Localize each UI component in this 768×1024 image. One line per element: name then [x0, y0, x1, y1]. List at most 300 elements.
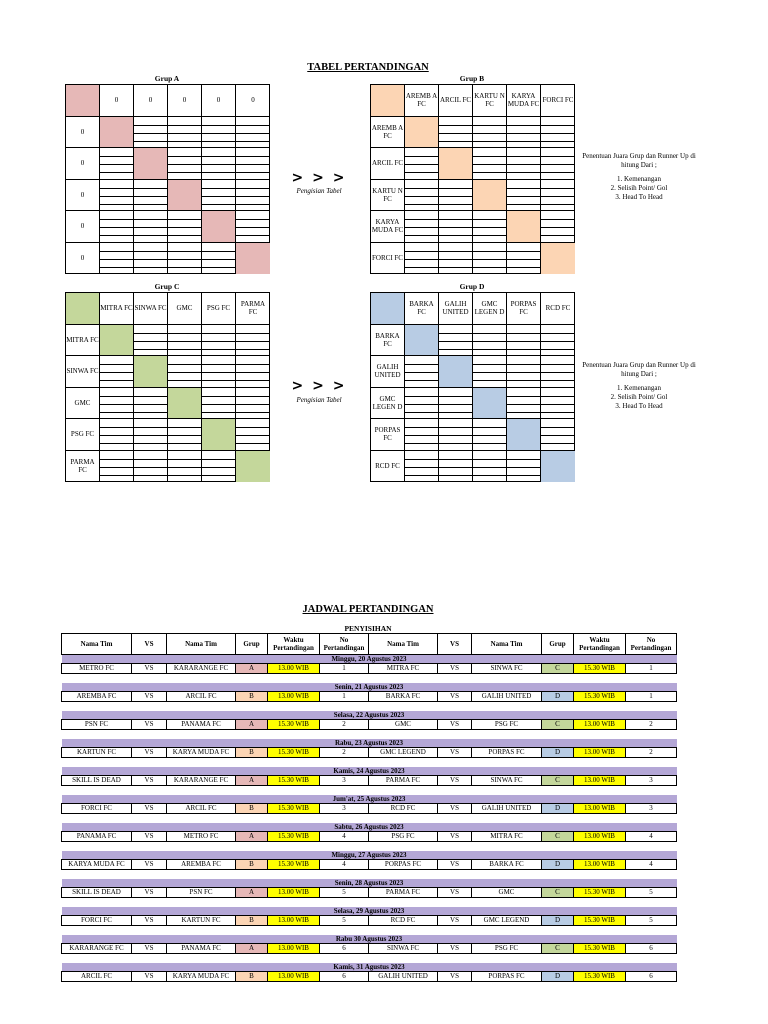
score-line: [541, 364, 575, 365]
match-row: [62, 664, 677, 674]
grid-cell: [236, 117, 270, 149]
team-row-label: BARKA FC: [371, 325, 405, 357]
score-line: [236, 125, 270, 126]
team-name: KARYA MUDA FC: [167, 972, 236, 982]
grid-cell: [439, 243, 473, 275]
score-line: [405, 467, 438, 468]
team-header: PSG FC: [202, 293, 236, 325]
grid-cell: [507, 117, 541, 149]
team-name: SKILL IS DEAD: [62, 888, 132, 898]
score-line: [473, 349, 506, 350]
score-line: [134, 188, 167, 189]
team-name: AREMBA FC: [62, 692, 132, 702]
match-cell: VS: [438, 860, 472, 870]
time-cell: 13.00 WIB: [268, 972, 320, 982]
score-line: [507, 349, 540, 350]
score-line: [405, 204, 438, 205]
team-name: KARTUN FC: [167, 916, 236, 926]
score-line: [473, 427, 506, 428]
score-line: [507, 380, 540, 381]
score-line: [473, 380, 506, 381]
match-cell: 4: [626, 832, 677, 842]
team-name: PSN FC: [167, 888, 236, 898]
grid-cell: [473, 325, 507, 357]
grid-cell: [66, 293, 100, 325]
grid-cell: [236, 451, 270, 483]
date-band: [62, 739, 677, 748]
team-name: KARYA MUDA FC: [62, 860, 132, 870]
grid-cell: [236, 419, 270, 451]
match-cell: VS: [438, 888, 472, 898]
score-line: [236, 196, 270, 197]
score-line: [236, 372, 270, 373]
team-name: BARKA FC: [472, 860, 542, 870]
grid-cell: [236, 356, 270, 388]
arrow-symbol: > > >: [291, 378, 347, 394]
grid-cell: [236, 388, 270, 420]
score-line: [405, 427, 438, 428]
row-gap: [62, 758, 677, 768]
grid-cell: [405, 325, 439, 357]
score-line: [236, 435, 270, 436]
grid-cell: [100, 356, 134, 388]
match-cell: VS: [438, 804, 472, 814]
score-line: [507, 172, 540, 173]
score-line: [507, 372, 540, 373]
grid-cell: [405, 243, 439, 275]
match-date: Rabu, 23 Agustus 2023: [62, 739, 677, 748]
schedule-header-row: [62, 634, 677, 655]
grid-cell: [168, 180, 202, 212]
score-line: [168, 235, 201, 236]
group-cell: D: [542, 860, 574, 870]
match-cell: 3: [626, 776, 677, 786]
group-label: Grup B: [459, 74, 485, 83]
team-name: KARARANGE FC: [167, 664, 236, 674]
date-band: [62, 683, 677, 692]
score-line: [541, 235, 575, 236]
score-line: [405, 396, 438, 397]
score-line: [100, 204, 133, 205]
score-line: [100, 396, 133, 397]
score-line: [473, 219, 506, 220]
score-line: [507, 141, 540, 142]
score-line: [236, 427, 270, 428]
date-band: [62, 935, 677, 944]
time-cell: 13.00 WIB: [574, 776, 626, 786]
score-line: [134, 396, 167, 397]
match-cell: 4: [320, 860, 369, 870]
grid-cell: [202, 211, 236, 243]
score-line: [405, 372, 438, 373]
team-header: SINWA FC: [134, 293, 168, 325]
score-line: [405, 475, 438, 476]
score-line: [236, 349, 270, 350]
match-cell: 1: [320, 664, 369, 674]
score-line: [202, 349, 235, 350]
grid-cell: [541, 419, 575, 451]
team-name: KARARANGE FC: [62, 944, 132, 954]
score-line: [541, 404, 575, 405]
score-line: [473, 341, 506, 342]
team-name: PORPAS FC: [472, 972, 542, 982]
score-line: [439, 219, 472, 220]
grid-cell: [541, 180, 575, 212]
match-date: Kamis, 24 Agustus 2023: [62, 767, 677, 776]
score-line: [439, 404, 472, 405]
team-name: GMC LEGEND: [472, 916, 542, 926]
team-header: KARTU N FC: [473, 85, 507, 117]
arrow-symbol: > > >: [291, 170, 347, 186]
score-line: [473, 133, 506, 134]
score-line: [202, 333, 235, 334]
stage-label: PENYISIHAN: [344, 624, 392, 633]
note-criterion: 2. Selisih Point/ Gol: [610, 184, 668, 192]
score-line: [236, 227, 270, 228]
score-line: [236, 333, 270, 334]
score-line: [439, 435, 472, 436]
score-line: [168, 475, 201, 476]
score-line: [168, 164, 201, 165]
team-row-label: KARYA MUDA FC: [371, 211, 405, 243]
score-line: [168, 141, 201, 142]
grid-cell: [507, 148, 541, 180]
time-cell: 13.00 WIB: [574, 748, 626, 758]
group-cell: B: [236, 692, 268, 702]
grid-cell: [405, 388, 439, 420]
row-gap: [62, 842, 677, 852]
team-name: ARCIL FC: [62, 972, 132, 982]
time-cell: 15.30 WIB: [268, 720, 320, 730]
match-cell: VS: [438, 944, 472, 954]
score-line: [473, 372, 506, 373]
arrow-label: Pengisian Tabel: [296, 187, 342, 195]
score-line: [168, 172, 201, 173]
score-line: [100, 404, 133, 405]
date-band: [62, 711, 677, 720]
score-line: [405, 227, 438, 228]
row-gap: [62, 926, 677, 936]
time-cell: 13.00 WIB: [574, 832, 626, 842]
grid-cell: [439, 419, 473, 451]
date-band: [62, 795, 677, 804]
score-line: [507, 404, 540, 405]
team-row-label: 0: [66, 211, 100, 243]
grid-cell: [202, 419, 236, 451]
team-name: PARMA FC: [369, 776, 438, 786]
group-cell: A: [236, 832, 268, 842]
team-row-label: SINWA FC: [66, 356, 100, 388]
score-line: [134, 459, 167, 460]
score-line: [236, 341, 270, 342]
match-row: [62, 860, 677, 870]
grid-cell: [202, 180, 236, 212]
team-name: PANAMA FC: [167, 720, 236, 730]
column-header: Nama Tim: [369, 634, 438, 655]
time-cell: 13.00 WIB: [268, 692, 320, 702]
grid-cell: [202, 451, 236, 483]
team-header: GALIH UNITED: [439, 293, 473, 325]
score-line: [168, 133, 201, 134]
grid-cell: [168, 419, 202, 451]
group-cell: A: [236, 888, 268, 898]
time-cell: 15.30 WIB: [574, 888, 626, 898]
score-line: [439, 443, 472, 444]
score-line: [100, 459, 133, 460]
score-line: [507, 204, 540, 205]
score-line: [405, 404, 438, 405]
score-line: [473, 459, 506, 460]
grid-cell: [202, 388, 236, 420]
team-name: METRO FC: [62, 664, 132, 674]
match-cell: 1: [626, 664, 677, 674]
score-line: [236, 204, 270, 205]
grid-cell: [405, 180, 439, 212]
score-line: [134, 404, 167, 405]
note-criterion: 2. Selisih Point/ Gol: [610, 393, 668, 401]
score-line: [541, 372, 575, 373]
score-line: [202, 267, 235, 268]
score-line: [100, 164, 133, 165]
score-line: [439, 427, 472, 428]
grid-cell: [473, 388, 507, 420]
team-name: ARCIL FC: [167, 692, 236, 702]
grid-cell: [134, 388, 168, 420]
team-name: AREMBA FC: [167, 860, 236, 870]
score-line: [202, 404, 235, 405]
row-gap: [62, 954, 677, 964]
score-line: [541, 133, 575, 134]
date-band: [62, 879, 677, 888]
group-cell: C: [542, 720, 574, 730]
team-row-label: 0: [66, 180, 100, 212]
match-cell: VS: [438, 972, 472, 982]
grid-cell: [507, 211, 541, 243]
column-header: Waktu Pertandingan: [574, 634, 626, 655]
score-line: [100, 435, 133, 436]
team-name: PORPAS FC: [369, 860, 438, 870]
score-line: [202, 364, 235, 365]
score-line: [541, 333, 575, 334]
score-line: [541, 188, 575, 189]
score-line: [507, 156, 540, 157]
team-row-label: GMC: [66, 388, 100, 420]
grid-cell: [168, 451, 202, 483]
note-intro: Penentuan Juara Grup dan Runner Up di hitung Dari ;: [582, 152, 696, 169]
score-line: [202, 164, 235, 165]
score-line: [236, 380, 270, 381]
score-line: [168, 259, 201, 260]
score-line: [236, 141, 270, 142]
score-line: [439, 412, 472, 413]
team-name: GMC: [369, 720, 438, 730]
match-cell: VS: [438, 720, 472, 730]
score-line: [439, 259, 472, 260]
score-line: [541, 435, 575, 436]
group-cell: D: [542, 916, 574, 926]
score-line: [202, 204, 235, 205]
score-line: [473, 227, 506, 228]
score-line: [236, 364, 270, 365]
grid-cell: [371, 85, 405, 117]
score-line: [100, 267, 133, 268]
match-cell: VS: [132, 972, 167, 982]
match-cell: VS: [132, 776, 167, 786]
grid-cell: [168, 356, 202, 388]
time-cell: 13.00 WIB: [574, 804, 626, 814]
grid-cell: [202, 148, 236, 180]
score-line: [168, 349, 201, 350]
score-line: [100, 372, 133, 373]
score-line: [439, 396, 472, 397]
score-line: [541, 380, 575, 381]
score-line: [405, 443, 438, 444]
match-cell: 3: [320, 776, 369, 786]
time-cell: 15.30 WIB: [574, 944, 626, 954]
score-line: [405, 412, 438, 413]
score-line: [439, 227, 472, 228]
score-line: [236, 188, 270, 189]
grid-cell: [405, 356, 439, 388]
grid-cell: [473, 451, 507, 483]
score-line: [236, 412, 270, 413]
score-line: [100, 259, 133, 260]
score-line: [541, 396, 575, 397]
match-row: [62, 944, 677, 954]
group-cell: D: [542, 692, 574, 702]
score-line: [100, 475, 133, 476]
time-cell: 13.00 WIB: [574, 720, 626, 730]
team-name: KARTUN FC: [62, 748, 132, 758]
match-row: [62, 916, 677, 926]
score-line: [202, 372, 235, 373]
match-date: Senin, 21 Agustus 2023: [62, 683, 677, 692]
score-line: [541, 156, 575, 157]
group-grid: [370, 292, 575, 482]
match-cell: 3: [626, 804, 677, 814]
score-line: [236, 396, 270, 397]
score-line: [405, 251, 438, 252]
score-line: [541, 341, 575, 342]
grid-cell: [100, 451, 134, 483]
match-date: Jum'at, 25 Agustus 2023: [62, 795, 677, 804]
time-cell: 13.00 WIB: [268, 944, 320, 954]
team-name: FORCI FC: [62, 916, 132, 926]
team-name: SKILL IS DEAD: [62, 776, 132, 786]
score-line: [507, 188, 540, 189]
grid-cell: [439, 356, 473, 388]
team-header: ARCIL FC: [439, 85, 473, 117]
score-line: [439, 196, 472, 197]
team-name: PANAMA FC: [167, 944, 236, 954]
grid-cell: [473, 419, 507, 451]
time-cell: 15.30 WIB: [268, 860, 320, 870]
team-header: PORPAS FC: [507, 293, 541, 325]
grid-cell: [168, 388, 202, 420]
match-date: Kamis, 31 Agustus 2023: [62, 963, 677, 972]
score-line: [405, 219, 438, 220]
score-line: [100, 380, 133, 381]
team-name: PORPAS FC: [472, 748, 542, 758]
grid-cell: [100, 148, 134, 180]
match-cell: 4: [626, 860, 677, 870]
score-line: [202, 188, 235, 189]
grid-cell: [439, 211, 473, 243]
score-line: [168, 459, 201, 460]
team-header: FORCI FC: [541, 85, 575, 117]
grid-cell: [66, 85, 100, 117]
grid-cell: [507, 325, 541, 357]
match-cell: VS: [132, 860, 167, 870]
grid-cell: [202, 117, 236, 149]
grid-cell: [507, 419, 541, 451]
score-line: [202, 125, 235, 126]
team-name: PSG FC: [472, 720, 542, 730]
score-line: [541, 412, 575, 413]
grid-cell: [100, 419, 134, 451]
grid-cell: [236, 148, 270, 180]
team-header: 0: [134, 85, 168, 117]
score-line: [405, 435, 438, 436]
row-gap: [62, 730, 677, 740]
team-name: GALIH UNITED: [472, 692, 542, 702]
match-row: [62, 776, 677, 786]
score-line: [202, 133, 235, 134]
score-line: [134, 412, 167, 413]
score-line: [439, 333, 472, 334]
team-name: PSN FC: [62, 720, 132, 730]
score-line: [168, 125, 201, 126]
group-cell: A: [236, 944, 268, 954]
team-name: KARYA MUDA FC: [167, 748, 236, 758]
score-line: [473, 467, 506, 468]
match-cell: VS: [132, 748, 167, 758]
score-line: [541, 172, 575, 173]
team-header: KARYA MUDA FC: [507, 85, 541, 117]
score-line: [202, 459, 235, 460]
score-line: [134, 475, 167, 476]
match-cell: 6: [626, 944, 677, 954]
match-cell: 6: [626, 972, 677, 982]
score-line: [134, 259, 167, 260]
team-name: KARARANGE FC: [167, 776, 236, 786]
score-line: [439, 467, 472, 468]
time-cell: 15.30 WIB: [268, 804, 320, 814]
team-header: 0: [202, 85, 236, 117]
score-line: [202, 412, 235, 413]
score-line: [134, 427, 167, 428]
group-cell: B: [236, 748, 268, 758]
grid-cell: [541, 388, 575, 420]
grid-cell: [507, 356, 541, 388]
team-header: AREMB A FC: [405, 85, 439, 117]
team-name: BARKA FC: [369, 692, 438, 702]
grid-cell: [541, 243, 575, 275]
match-cell: VS: [132, 944, 167, 954]
score-line: [168, 364, 201, 365]
score-line: [541, 349, 575, 350]
team-header: 0: [100, 85, 134, 117]
score-line: [439, 475, 472, 476]
grid-cell: [541, 148, 575, 180]
match-cell: 5: [626, 888, 677, 898]
score-line: [541, 443, 575, 444]
grid-cell: [541, 356, 575, 388]
team-name: SINWA FC: [472, 776, 542, 786]
row-gap: [62, 898, 677, 908]
match-row: [62, 692, 677, 702]
team-name: FORCI FC: [62, 804, 132, 814]
